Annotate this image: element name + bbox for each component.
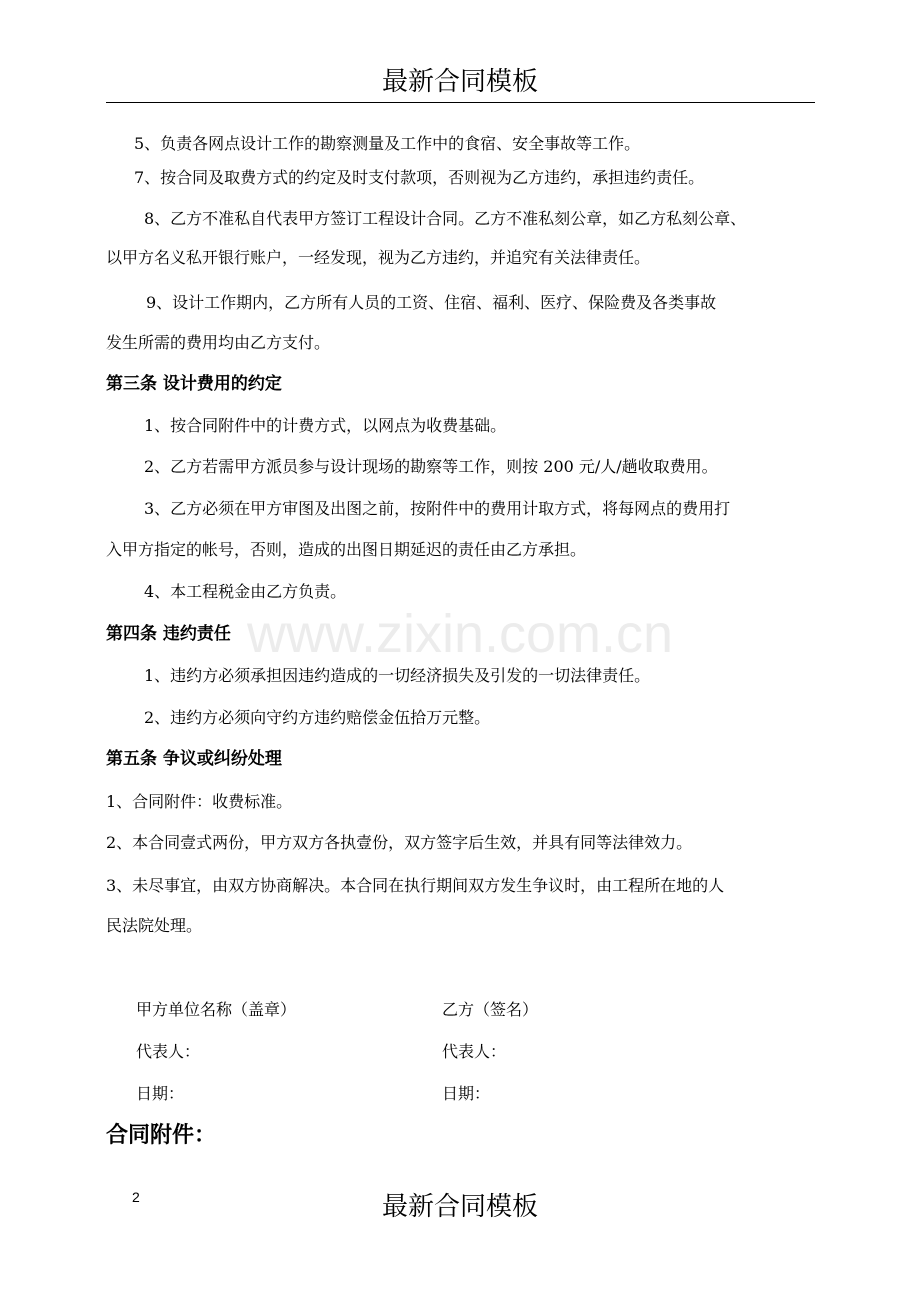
article-5-item-3-line1: 3、未尽事宜，由双方协商解决。本合同在执行期间双方发生争议时，由工程所在地的人 [106,876,725,895]
clause-item-9-line1: 9、设计工作期内，乙方所有人员的工资、住宿、福利、医疗、保险费及各类事故 [146,293,717,312]
article-3-item-4: 4、本工程税金由乙方负责。 [144,582,347,601]
page-number: 2 [132,1189,140,1205]
article-5-heading: 第五条 争议或纠纷处理 [106,749,282,769]
footer-title: 最新合同模板 [381,1192,538,1222]
article-4-item-2: 2、违约方必须向守约方违约赔偿金伍拾万元整。 [144,708,491,727]
article-3-item-3-line1: 3、乙方必须在甲方审图及出图之前，按附件中的费用计取方式，将每网点的费用打 [144,499,731,518]
article-4-heading: 第四条 违约责任 [106,624,231,644]
article-5-item-2: 2、本合同壹式两份，甲方双方各执壹份，双方签字后生效，并具有同等法律效力。 [106,833,693,852]
party-b-name: 乙方（签名） [442,1000,539,1019]
attachment-title: 合同附件： [106,1123,217,1148]
header-title: 最新合同模板 [381,67,538,97]
clause-item-5: 5、负责各网点设计工作的勘察测量及工作中的食宿、安全事故等工作。 [134,134,641,153]
party-a-rep: 代表人： [136,1042,201,1061]
clause-item-9-line2: 发生所需的费用均由乙方支付。 [106,333,331,352]
party-a-name: 甲方单位名称（盖章） [136,1000,297,1019]
clause-item-8-line2: 以甲方名义私开银行账户，一经发现，视为乙方违约，并追究有关法律责任。 [106,248,651,267]
clause-item-8-line1: 8、乙方不准私自代表甲方签订工程设计合同。乙方不准私刻公章，如乙方私刻公章、 [144,209,747,228]
clause-item-7: 7、按合同及取费方式的约定及时支付款项，否则视为乙方违约，承担违约责任。 [134,168,705,187]
party-b-date: 日期： [442,1084,491,1103]
article-3-item-1: 1、按合同附件中的计费方式，以网点为收费基础。 [144,416,507,435]
party-a-date: 日期： [136,1084,185,1103]
party-b-rep: 代表人： [442,1042,507,1061]
watermark: www.zixin.com.cn [246,604,674,664]
article-4-item-1: 1、违约方必须承担因违约造成的一切经济损失及引发的一切法律责任。 [144,666,651,685]
header-rule [106,102,815,103]
article-5-item-1: 1、合同附件：收费标准。 [106,792,293,811]
article-5-item-3-line2: 民法院处理。 [106,916,203,935]
article-3-heading: 第三条 设计费用的约定 [106,374,282,394]
article-3-item-2: 2、乙方若需甲方派员参与设计现场的勘察等工作，则按 200 元/人/趟收取费用。 [144,457,718,476]
article-3-item-3-line2: 入甲方指定的帐号，否则，造成的出图日期延迟的责任由乙方承担。 [106,540,587,559]
